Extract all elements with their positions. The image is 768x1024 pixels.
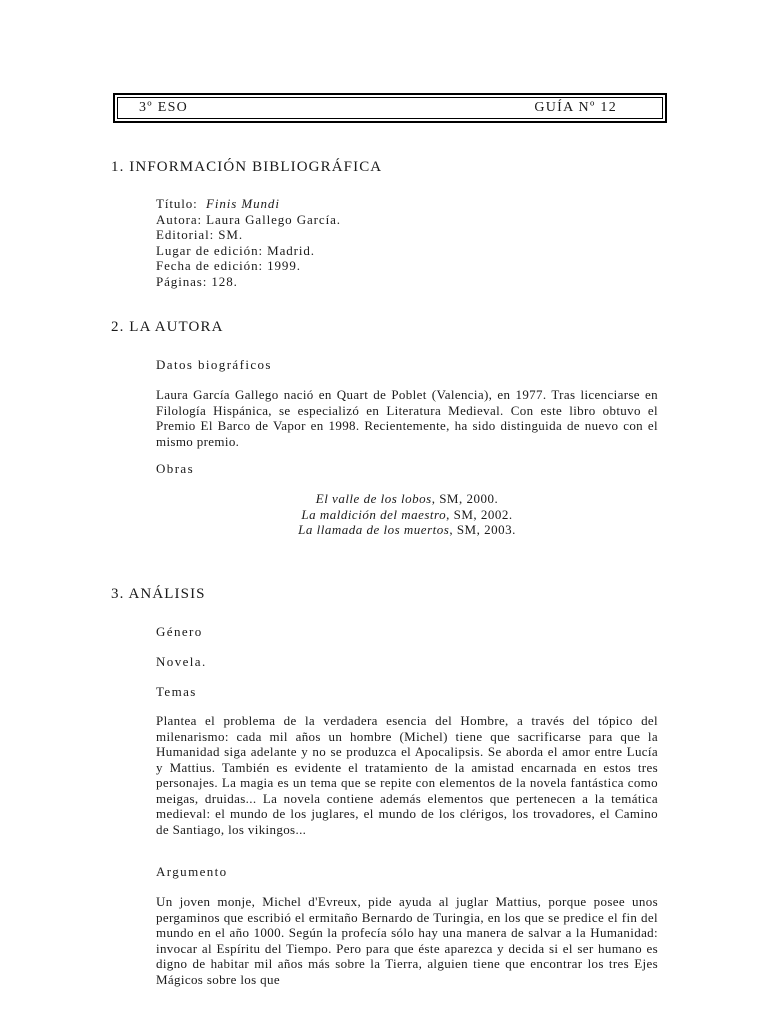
plot-label: Argumento: [156, 864, 228, 879]
guide-number: GUÍA Nº 12: [534, 100, 617, 116]
bib-pages-line: Páginas: 128.: [156, 273, 238, 289]
bib-author-line: Autora: Laura Gallego García.: [156, 211, 341, 227]
bib-place-line: Lugar de edición: Madrid.: [156, 242, 315, 258]
section-heading-bibliographic-info: 1. INFORMACIÓN BIBLIOGRÁFICA: [111, 159, 383, 175]
genre-value: Novela.: [156, 654, 207, 669]
themes-paragraph: Plantea el problema de la verdadera esencia del Hombre, a través del tópico del milenarismo: cada mil años un hombre (Michel) tiene que sacrificarse para que la Humanidad siga adelante y no se produzca el Apocalipsis. Se aborda el amor entre Lucía y Mattius. También es evidente el tratamiento de la amistad encarnada en estos tres personajes. La magia es un tema que se repite con elementos de la novela fantástica como meigas, druidas... La novela contiene además elementos que pertenecen a la temática medieval: el mundo de los juglares, el mundo de los clérigos, los trovadores, el Camino de Santiago, los vikingos...: [156, 713, 658, 837]
guide-header-box: [113, 93, 667, 123]
bib-publisher-line: Editorial: SM.: [156, 227, 243, 242]
bibliographic-info: [156, 196, 658, 289]
plot-paragraph: Un joven monje, Michel d'Evreux, pide ayuda al juglar Mattius, porque posee unos pergaminos que escribió el ermitaño Bernardo de Turingia, en los que se predice el fin del mundo en el año 1000. Según la profecía sólo hay una manera de salvar a la Humanidad: invocar al Espíritu del Tiempo. Pero para que éste aparezca y decida si el ser humano es digno de habitar mil años más sobre la Tierra, alguien tiene que encontrar los tres Ejes Mágicos sobre los que: [156, 894, 658, 987]
bib-date-line: Fecha de edición: 1999.: [156, 258, 301, 273]
section-heading-analysis: 3. ANÁLISIS: [111, 586, 206, 602]
guide-header: [117, 97, 663, 119]
works-label: Obras: [156, 461, 195, 476]
section-heading-author: 2. LA AUTORA: [111, 319, 224, 335]
work-details: , SM, 2000.: [431, 491, 499, 506]
work-details: , SM, 2002.: [446, 506, 513, 522]
work-item: [156, 507, 658, 523]
work-item: [156, 522, 658, 538]
work-title: La llamada de los muertos: [298, 522, 450, 537]
work-title: La maldición del maestro: [301, 506, 447, 522]
works-list: [156, 491, 658, 538]
work-details: , SM, 2003.: [449, 522, 516, 537]
bib-title-line: [156, 196, 658, 212]
bib-title-value: Finis Mundi: [206, 196, 280, 211]
course-label: 3º ESO: [139, 100, 189, 116]
work-title: El valle de los lobos: [315, 491, 432, 506]
themes-label: Temas: [156, 684, 197, 699]
work-item: [156, 491, 658, 507]
bib-title-label: Título:: [156, 196, 198, 211]
biography-paragraph: Laura García Gallego nació en Quart de Poblet (Valencia), en 1977. Tras licenciarse en Filología Hispánica, se especializó en Literatura Medieval. Con este libro obtuvo el Premio El Barco de Vapor en 1998. Recientemente, ha sido distinguida de nuevo con el mismo premio.: [156, 387, 658, 449]
genre-label: Género: [156, 624, 203, 639]
biographical-data-label: Datos biográficos: [156, 357, 272, 372]
